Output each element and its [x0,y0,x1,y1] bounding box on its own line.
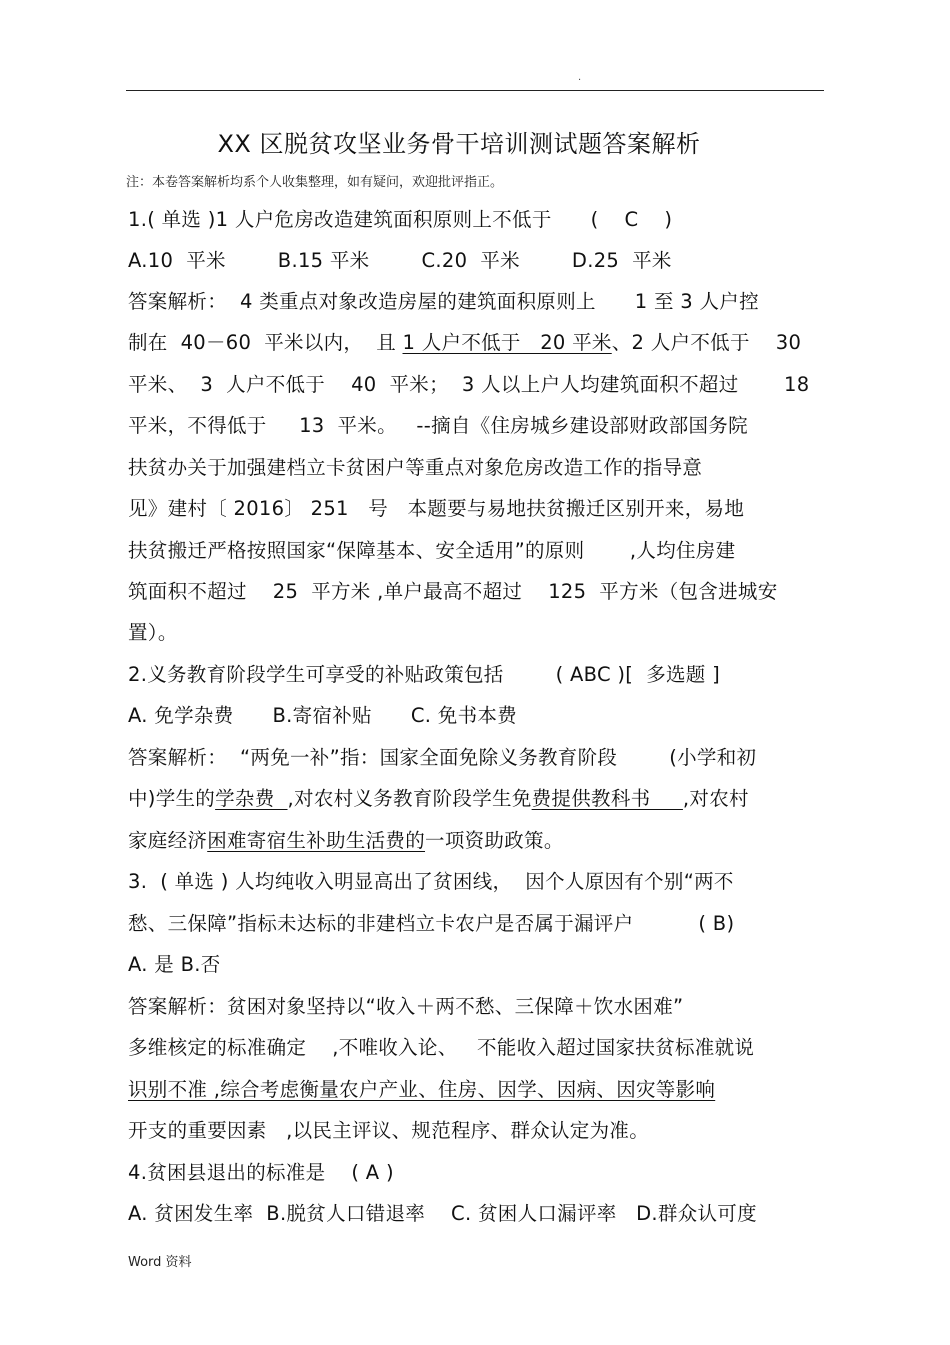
text-segment: 扶贫搬迁严格按照国家“保障基本、安全适用”的原则 ,人均住房建 [128,539,736,562]
text-line [128,286,759,314]
text-segment: 答案解析： “两免一补”指：国家全面免除义务教育阶段 (小学和初 [128,746,757,769]
text-segment: 的标准确定 , [207,1036,339,1059]
text-segment: 一项资助政策。 [425,829,564,852]
text-segment: 扶贫办关于加强建档立卡贫困户等重点对象危房改造工作的指导意 [128,456,703,479]
underlined-text: 识别不准 ,综合考虑衡量农户产业、住房、因学、因病、因灾等影响 [128,1078,716,1101]
page-footer: Word 资料 [128,1255,192,1270]
text-segment: A.10 平米 B.15 平米 C.20 平米 D.25 平米 [128,249,672,272]
text-segment: 中)学生的 [128,787,216,810]
text-line [128,1074,715,1102]
text-segment: 置）。 [128,621,178,644]
text-line [128,576,778,604]
text-line [128,1032,754,1060]
page-title: XX 区脱贫攻坚业务骨干培训测试题答案解析 [217,130,701,158]
text-line [128,866,734,894]
text-segment: 、2 人户不低于 30 [611,331,802,354]
header-rule [126,90,824,91]
text-segment: 制在 40－60 平米以内， 且 [128,331,403,354]
text-segment: A. 贫困发生率 B.脱贫人口错退率 C. 贫困人口漏评率 D.群众认可度 [128,1202,757,1225]
text-line [128,1115,649,1143]
text-line [128,783,749,811]
page-note: 注：本卷答案解析均系个人收集整理，如有疑问，欢迎批评指正。 [126,175,504,190]
text-line [128,742,756,770]
underlined-text: 1 人户不低于 20 平米 [402,331,612,354]
text-line [128,204,672,232]
text-line [128,1198,757,1226]
text-segment: 筑面积不超过 25 平方米 ,单户最高不超过 125 平方米（包含进城安 [128,580,778,603]
text-line [128,949,221,977]
text-segment: ,对农村义务教育阶段学生免 [287,787,532,810]
underlined-text: 学杂费 [215,787,288,810]
text-segment: 不唯收入论、 [338,1036,458,1059]
text-segment: 见》建村〔 2016〕 251 号 本题要与易地扶贫搬迁区别开来，易地 [128,497,745,520]
text-segment: 愁、三保障”指标未达标的非建档立卡农户是否属于漏评户 ( B) [128,912,735,935]
text-line [128,700,517,728]
underlined-text: 困难寄宿生补助生活费的 [207,829,426,852]
text-segment: 家庭经济 [128,829,208,852]
text-line [128,1157,394,1185]
underlined-text: 费提供教科书 [531,787,683,810]
text-segment: 4.贫困县退出的标准是 ( A ) [128,1161,394,1184]
text-segment: A. 免学杂费 B.寄宿补贴 C. 免书本费 [128,704,517,727]
text-line [128,991,683,1019]
text-line [128,410,748,438]
text-segment: A. 是 B.否 [128,953,221,976]
text-line [128,245,672,273]
text-line [128,327,801,355]
text-line [128,825,564,853]
text-segment: 3. ( 单选 ) 人均纯收入明显高出了贫困线， 因个人原因有个别“两不 [128,870,734,893]
text-segment: 平米，不得低于 13 平米。 --摘自《住房城乡建设部财政部国务院 [128,414,748,437]
text-line [128,452,702,480]
text-segment: 开支的重要因素 ,以民主评议、规范程序、群众认定为准。 [128,1119,649,1142]
text-segment: ,对农村 [682,787,749,810]
header-mark: . [578,72,582,83]
text-segment: 答案解析：贫困对象坚持以“收入＋两不愁、三保障＋饮水困难” [128,995,684,1018]
text-segment: 多维核定 [128,1036,208,1059]
text-line [128,908,734,936]
text-segment: 1.( 单选 )1 人户危房改造建筑面积原则上不低于 ( C ) [128,208,673,231]
text-line [128,659,720,687]
text-segment: 2.义务教育阶段学生可享受的补贴政策包括 ( ABC )[ 多选题 ] [128,663,721,686]
text-line [128,535,735,563]
text-line [128,617,178,645]
text-line [128,493,744,521]
text-segment: 平米、 3 人户不低于 40 平米； 3 人以上户人均建筑面积不超过 18 [128,373,810,396]
text-segment: 答案解析： 4 类重点对象改造房屋的建筑面积原则上 1 至 3 人户控 [128,290,759,313]
text-segment: 不能收入超过国家扶贫标准就说 [457,1036,755,1059]
text-line [128,369,809,397]
